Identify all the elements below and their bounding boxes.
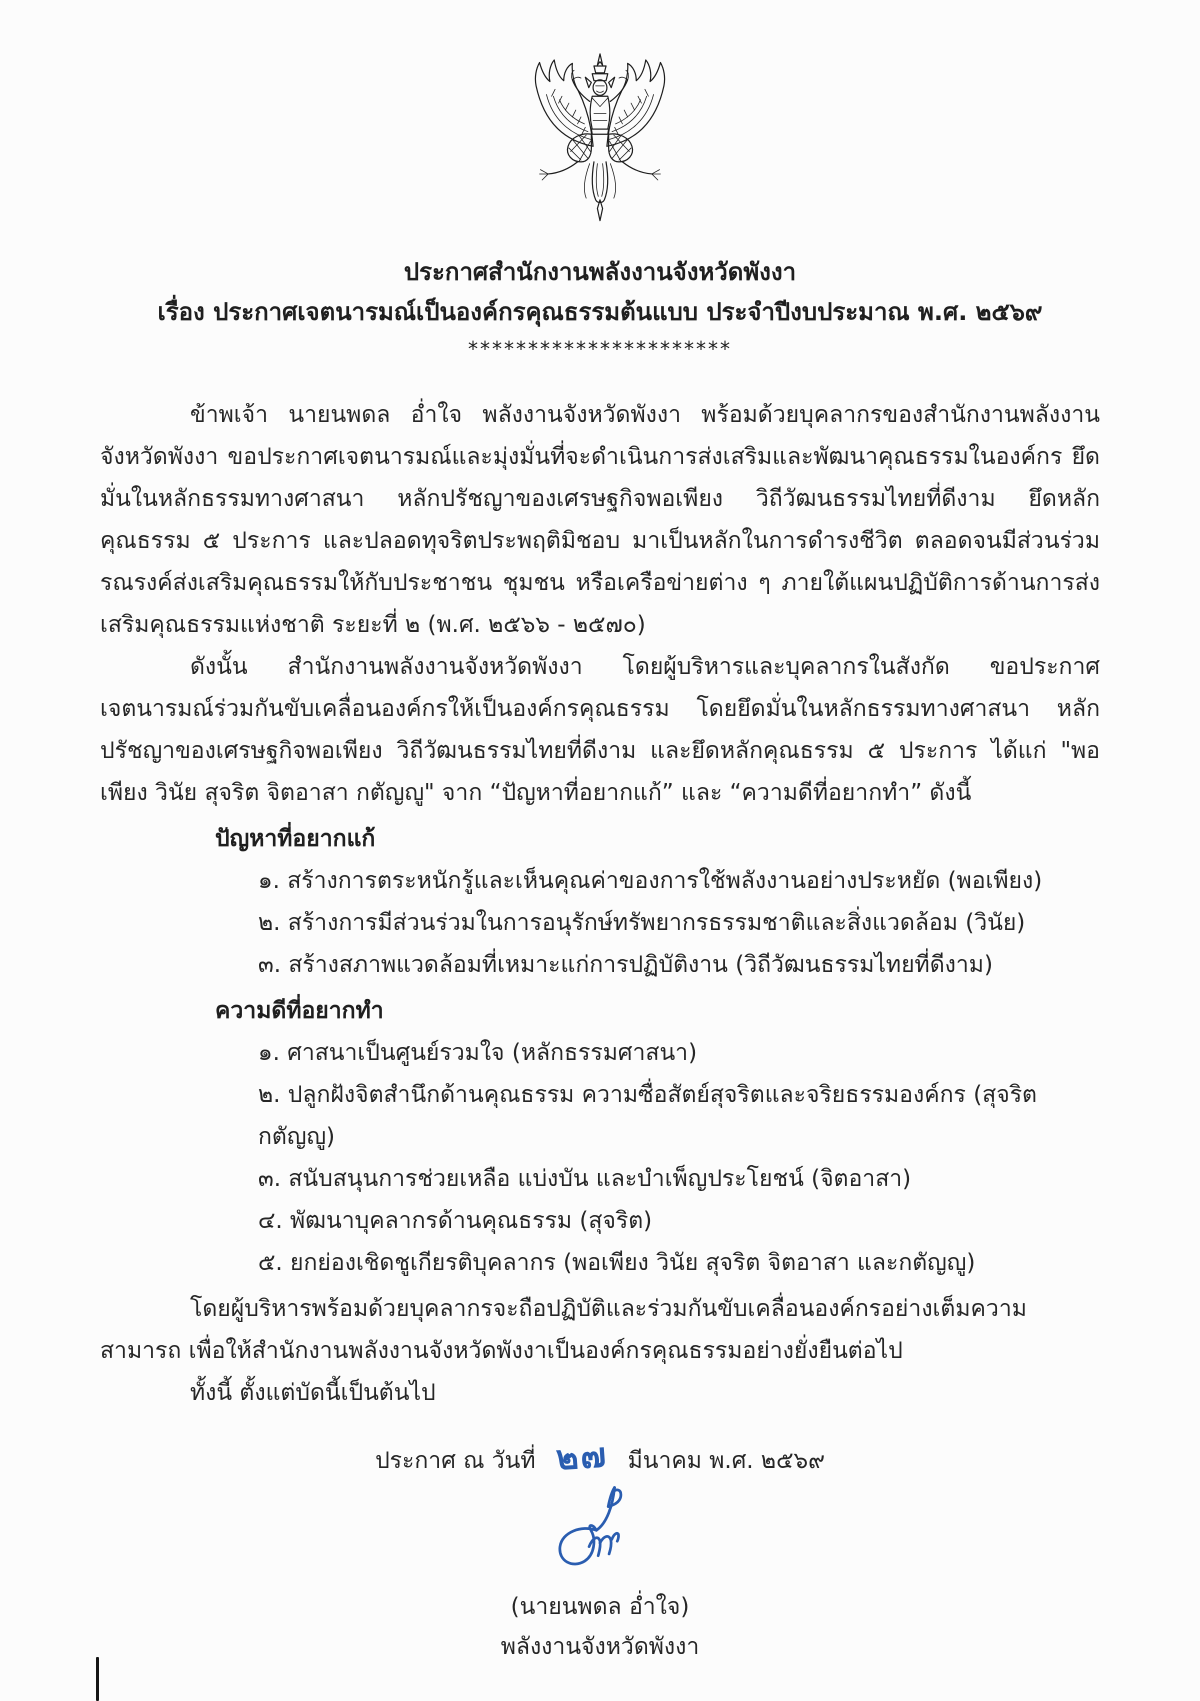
paragraph-closing: โดยผู้บริหารพร้อมด้วยบุคลากรจะถือปฏิบัติและร่วมกันขับเคลื่อนองค์กรอย่างเต็มความสามารถ เพื่อให้สำนักงานพลังงานจังหวัดพังงาเป็นองค์กรคุณธรรมอย่างยั่งยืนต่อไป	[100, 1296, 1027, 1364]
paragraph-commitment: ดังนั้น สำนักงานพลังงานจังหวัดพังงา โดยผู้บริหารและบุคลากรในสังกัด ขอประกาศเจตนารมณ์ร่วมกันขับเคลื่อนองค์กรให้เป็นองค์กรคุณธรรม โดยยึดมั่นในหลักธรรมทางศาสนา หลักปรัชญาของเศรษฐกิจพอเพียง วิถีวัฒนธรรมไทยที่ดีงาม และยึดหลักคุณธรรม ๕ ประการ ได้แก่ "พอเพียง วินัย สุจริต จิตอาสา กตัญญู" จาก “ปัญหาที่อยากแก้” และ “ความดีที่อยากทำ” ดังนี้	[100, 654, 1100, 806]
list-item: ๒. ปลูกฝังจิตสำนึกด้านคุณธรรม ความซื่อสัตย์สุจริตและจริยธรรมองค์กร (สุจริต กตัญญู)	[258, 1082, 1037, 1150]
list-item: ๓. สนับสนุนการช่วยเหลือ แบ่งบัน และบำเพ็ญประโยชน์ (จิตอาสา)	[258, 1166, 912, 1192]
date-prefix: ประกาศ ณ วันที่	[375, 1448, 536, 1474]
handwritten-day: ๒๗	[554, 1435, 609, 1479]
list-item: ๑. สร้างการตระหนักรู้และเห็นคุณค่าของการใช้พลังงานอย่างประหยัด (พอเพียง)	[258, 868, 1043, 894]
signatory-name: (นายนพดล อ่ำใจ)	[510, 1594, 690, 1620]
list-item: ๑. ศาสนาเป็นศูนย์รวมใจ (หลักธรรมศาสนา)	[258, 1040, 698, 1066]
signatory-title: พลังงานจังหวัดพังงา	[500, 1634, 700, 1660]
date-suffix: มีนาคม พ.ศ. ๒๕๖๙	[627, 1448, 825, 1474]
signature	[525, 1483, 675, 1583]
emblem-container	[0, 0, 1200, 240]
document-header	[0, 252, 1200, 364]
section-heading-good-deeds: ความดีที่อยากทำ	[215, 998, 384, 1024]
paragraph-declaration: ข้าพเจ้า นายนพดล อ่ำใจ พลังงานจังหวัดพังงา พร้อมด้วยบุคลากรของสำนักงานพลังงานจังหวัดพังงา ขอประกาศเจตนารมณ์และมุ่งมั่นที่จะดำเนินการส่งเสริมและพัฒนาคุณธรรมในองค์กร ยึดมั่นในหลักธรรมทางศาสนา หลักปรัชญาของเศรษฐกิจพอเพียง วิถีวัฒนธรรมไทยที่ดีงาม ยึดหลักคุณธรรม ๕ ประการ และปลอดทุจริตประพฤติมิชอบ มาเป็นหลักในการดำรงชีวิต ตลอดจนมีส่วนร่วมรณรงค์ส่งเสริมคุณธรรมให้กับประชาชน ชุมชน หรือเครือข่ายต่าง ๆ ภายใต้แผนปฏิบัติการด้านการส่งเสริมคุณธรรมแห่งชาติ ระยะที่ ๒ (พ.ศ. ๒๕๖๖ - ๒๕๗๐)	[100, 402, 1100, 638]
list-item: ๔. พัฒนาบุคลากรด้านคุณธรรม (สุจริต)	[258, 1208, 653, 1234]
list-item: ๓. สร้างสภาพแวดล้อมที่เหมาะแก่การปฏิบัติงาน (วิถีวัฒนธรรมไทยที่ดีงาม)	[258, 952, 993, 978]
list-item: ๕. ยกย่องเชิดชูเกียรติบุคลากร (พอเพียง วินัย สุจริต จิตอาสา และกตัญญู)	[258, 1250, 976, 1276]
garuda-emblem-icon	[505, 48, 695, 236]
section-heading-problems: ปัญหาที่อยากแก้	[215, 826, 376, 852]
promulgation-date-row	[0, 1435, 1200, 1479]
document-subject: เรื่อง ประกาศเจตนารมณ์เป็นองค์กรคุณธรรมต้นแบบ ประจำปีงบประมาณ พ.ศ. ๒๕๖๙	[157, 298, 1043, 326]
signature-container	[0, 1483, 1200, 1587]
list-item: ๒. สร้างการมีส่วนร่วมในการอนุรักษ์ทรัพยากรธรรมชาติและสิ่งแวดล้อม (วินัย)	[258, 910, 1026, 936]
document-body	[0, 394, 1200, 1414]
effective-date-line: ทั้งนี้ ตั้งแต่บัดนี้เป็นต้นไป	[190, 1380, 436, 1406]
document-title: ประกาศสำนักงานพลังงานจังหวัดพังงา	[403, 258, 797, 286]
asterisk-divider: **********************	[468, 337, 732, 361]
scan-artifact-line	[96, 1657, 99, 1701]
